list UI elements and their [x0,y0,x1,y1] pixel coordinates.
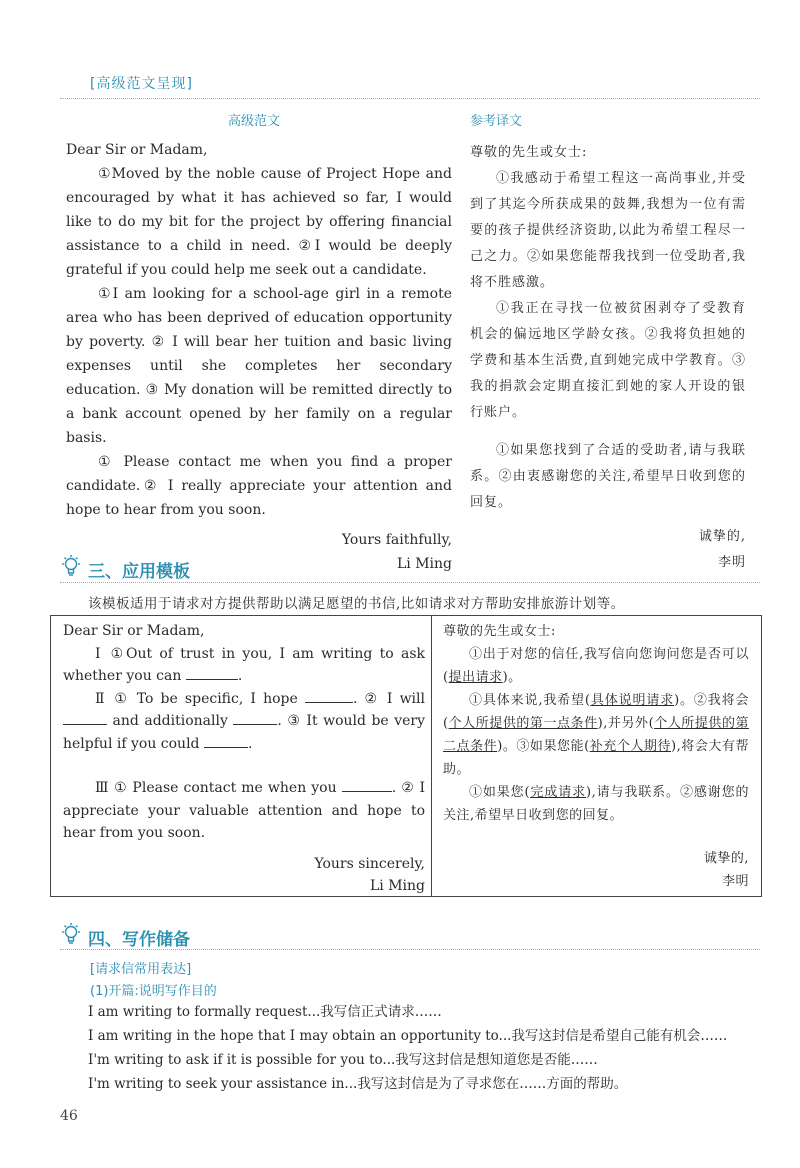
closing: 诚挚的, [703,851,749,866]
signature: 李明 [721,874,749,889]
section-tag: [高级范文呈现] [90,76,193,92]
text: ),将会大有帮助。 [443,739,749,777]
signature: 李明 [717,555,746,570]
signature: Li Ming [396,556,452,572]
closing: Yours faithfully, [341,532,452,548]
placeholder-text: 补充个人期待 [589,739,672,754]
text: ),请与我联系。②感谢您的关注,希望早日收到您的回复。 [443,785,749,823]
blank [186,665,238,680]
salutation: 尊敬的先生或女士: [470,145,588,160]
blank [63,710,107,725]
paragraph [63,777,425,845]
text: ①如果您( [469,785,531,800]
blank [305,688,353,703]
list-item: I'm writing to ask if it is possible for you to...我写这封信是想知道您是否能…… [88,1052,598,1068]
blank [342,777,392,792]
closing: 诚挚的, [698,529,746,544]
divider [60,582,760,583]
paragraph: ①我正在寻找一位被贫困剥夺了受教育机会的偏远地区学龄女孩。②我将负担她的学费和基本生活费,直到她完成中学教育。③我的捐款会定期直接汇到她的家人开设的银行账户。 [470,301,746,420]
sample-chinese [470,140,746,576]
lightbulb-icon [58,553,84,579]
left-column-heading: 高级范文 [228,114,281,129]
paragraph [63,643,425,688]
paragraph [63,688,425,756]
lightbulb-icon [58,921,84,947]
placeholder-text: 具体说明请求 [590,693,675,708]
paragraph [443,781,749,827]
text: ①具体来说,我希望( [469,693,591,708]
blank [233,710,277,725]
sample-english [66,138,452,576]
column-divider [431,616,432,896]
template-intro: 该模板适用于请求对方提供帮助以满足愿望的书信,比如请求对方帮助安排旅游计划等。 [88,596,625,612]
text: . [237,668,243,684]
text: . ③ It would be very helpful if you could [63,713,426,752]
paragraph: ①如果您找到了合适的受助者,请与我联系。②由衷感谢您的关注,希望早日收到您的回复。 [470,443,746,510]
section-title: 三、应用模板 [88,562,190,582]
divider [60,949,760,950]
divider [60,98,760,99]
paragraph: ①I am looking for a school-age girl in a remote area who has been deprived of education opportunity by poverty. ② I will bear her tuition and basic living expenses until she completes her secondary education. ③ My donation will be remitted directly to a bank account opened by her family on a regular basis. [66,286,452,446]
closing: Yours sincerely, [314,855,425,872]
text: )。②我将会( [443,693,749,731]
text: ),并另外( [597,716,655,731]
placeholder-text: 提出请求 [448,670,503,685]
text: and additionally [112,713,228,729]
text: . ② I will [352,690,425,707]
section-title: 四、写作储备 [88,930,190,950]
placeholder-text: 个人所提供的第二点条件 [443,716,749,754]
text: Ⅲ ① Please contact me when you [95,780,337,796]
paragraph [443,689,749,781]
expression-list [88,1000,768,1096]
text: Ⅰ ①Out of trust in you, I am writing to ask whether you can [63,645,425,684]
placeholder-text: 完成请求 [530,785,587,800]
list-item: I'm writing to seek your assistance in...我写这封信是为了寻求您在……方面的帮助。 [88,1076,628,1092]
template-chinese [443,620,749,893]
text: ①出于对您的信任,我写信向您询问您是否可以( [443,647,749,685]
right-column-heading: 参考译文 [470,114,523,129]
list-item: I am writing to formally request...我写信正式请求…… [88,1004,442,1020]
template-table [50,615,762,897]
blank [204,733,248,748]
paragraph: ① Please contact me when you find a proper candidate.② I really appreciate your attention and hope to hear from you soon. [66,454,452,518]
paragraph: ①我感动于希望工程这一高尚事业,并受到了其迄今所获成果的鼓舞,我想为一位有需要的孩子提供经济资助,以此为希望工程尽一己之力。②如果您能帮我找到一位受助者,我将不胜感激。 [470,171,746,290]
text: Ⅱ ① To be specific, I hope [95,690,298,707]
signature: Li Ming [369,878,425,894]
salutation: Dear Sir or Madam, [63,623,205,639]
paragraph: ①Moved by the noble cause of Project Hope and encouraged by what it has achieved so far, I would like to do my bit for the project by offering financial assistance to a child in need. ②I would be deeply grateful if you could help me seek out a candidate. [66,166,452,278]
salutation: 尊敬的先生或女士: [443,624,556,639]
expression-subheading: (1)开篇:说明写作目的 [90,984,217,999]
text: )。③如果您能( [497,739,590,754]
paragraph [443,643,749,689]
text: . ② I appreciate your valuable attention and hope to hear from you soon. [63,780,426,841]
template-english [63,620,425,898]
list-item: I am writing in the hope that I may obtain an opportunity to...我写这封信是希望自己能有机会…… [88,1028,728,1044]
page-number: 46 [60,1108,78,1124]
salutation: Dear Sir or Madam, [66,142,208,158]
text: . [247,735,253,752]
text: )。 [502,670,522,685]
placeholder-text: 个人所提供的第一点条件 [448,716,598,731]
expression-tag: [请求信常用表达] [90,962,192,977]
